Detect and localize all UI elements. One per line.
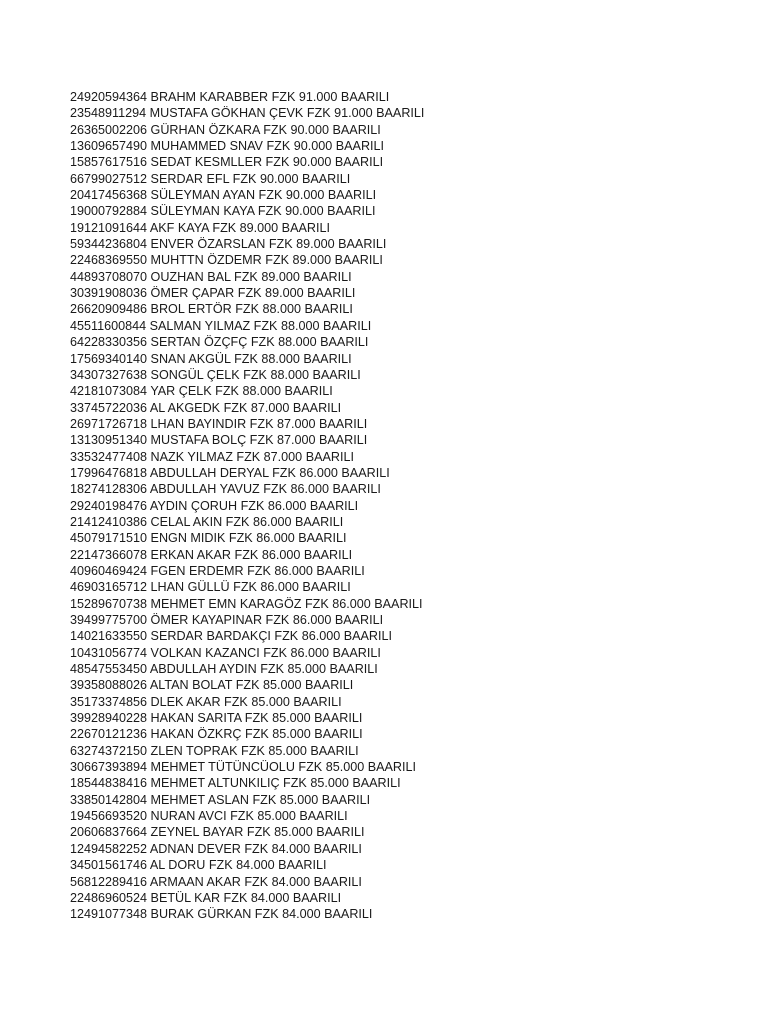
result-line: 13130951340 MUSTAFA BOLÇ FZK 87.000 BAARILI xyxy=(70,433,368,448)
result-line: 45511600844 SALMAN YILMAZ FZK 88.000 BAARILI xyxy=(70,318,372,333)
result-line: 17569340140 SNAN AKGÜL FZK 88.000 BAARILI xyxy=(70,351,352,366)
result-line: 34501561746 AL DORU FZK 84.000 BAARILI xyxy=(70,858,327,873)
result-line: 33850142804 MEHMET ASLAN FZK 85.000 BAARILI xyxy=(70,792,371,807)
result-line: 56812289416 ARMAAN AKAR FZK 84.000 BAARILI xyxy=(70,874,362,889)
result-line: 26971726718 LHAN BAYINDIR FZK 87.000 BAARILI xyxy=(70,416,368,431)
result-line: 34307327638 SONGÜL ÇELK FZK 88.000 BAARILI xyxy=(70,367,361,382)
result-line: 35173374856 DLEK AKAR FZK 85.000 BAARILI xyxy=(70,694,342,709)
result-line: 22486960524 BETÜL KAR FZK 84.000 BAARILI xyxy=(70,890,342,905)
result-line: 30667393894 MEHMET TÜTÜNCÜOLU FZK 85.000 BAARILI xyxy=(70,760,417,775)
result-line: 66799027512 SERDAR EFL FZK 90.000 BAARILI xyxy=(70,171,351,186)
result-line: 20417456368 SÜLEYMAN AYAN FZK 90.000 BAARILI xyxy=(70,188,377,203)
result-line: 22147366078 ERKAN AKAR FZK 86.000 BAARILI xyxy=(70,547,353,562)
result-line: 26620909486 BROL ERTÖR FZK 88.000 BAARILI xyxy=(70,302,353,317)
result-line: 63274372150 ZLEN TOPRAK FZK 85.000 BAARILI xyxy=(70,743,359,758)
result-line: 19456693520 NURAN AVCI FZK 85.000 BAARILI xyxy=(70,809,348,824)
result-line: 64228330356 SERTAN ÖZÇFÇ FZK 88.000 BAARILI xyxy=(70,335,369,350)
result-line: 24920594364 BRAHM KARABBER FZK 91.000 BAARILI xyxy=(70,90,390,104)
result-line: 20606837664 ZEYNEL BAYAR FZK 85.000 BAARILI xyxy=(70,825,365,840)
result-line: 33532477408 NAZK YILMAZ FZK 87.000 BAARILI xyxy=(70,449,354,464)
result-line: 42181073084 YAR ÇELK FZK 88.000 BAARILI xyxy=(70,384,333,399)
result-line: 22670121236 HAKAN ÖZKRÇ FZK 85.000 BAARILI xyxy=(70,727,363,742)
result-line: 30391908036 ÖMER ÇAPAR FZK 89.000 BAARILI xyxy=(70,286,356,301)
result-line: 18274128306 ABDULLAH YAVUZ FZK 86.000 BAARILI xyxy=(70,482,381,497)
result-line: 45079171510 ENGN MIDIK FZK 86.000 BAARILI xyxy=(70,531,347,546)
result-line: 15857617516 SEDAT KESMLLER FZK 90.000 BAARILI xyxy=(70,155,384,170)
result-line: 40960469424 FGEN ERDEMR FZK 86.000 BAARILI xyxy=(70,563,365,578)
result-line: 33745722036 AL AKGEDK FZK 87.000 BAARILI xyxy=(70,400,342,415)
result-line: 18544838416 MEHMET ALTUNKILIÇ FZK 85.000 BAARILI xyxy=(70,776,401,791)
result-line: 29240198476 AYDIN ÇORUH FZK 86.000 BAARILI xyxy=(70,498,359,513)
result-line: 46903165712 LHAN GÜLLÜ FZK 86.000 BAARILI xyxy=(70,580,351,595)
result-line: 12494582252 ADNAN DEVER FZK 84.000 BAARILI xyxy=(70,841,362,856)
result-line: 39928940228 HAKAN SARITA FZK 85.000 BAARILI xyxy=(70,711,363,726)
result-line: 39358088026 ALTAN BOLAT FZK 85.000 BAARILI xyxy=(70,678,354,693)
result-line: 23548911294 MUSTAFA GÖKHAN ÇEVK FZK 91.000 BAARILI xyxy=(70,106,425,121)
result-line: 17996476818 ABDULLAH DERYAL FZK 86.000 BAARILI xyxy=(70,465,390,480)
result-line: 59344236804 ENVER ÖZARSLAN FZK 89.000 BAARILI xyxy=(70,237,387,252)
result-line: 15289670738 MEHMET EMN KARAGÖZ FZK 86.000 BAARILI xyxy=(70,596,423,611)
result-line: 12491077348 BURAK GÜRKAN FZK 84.000 BAARILI xyxy=(70,907,373,922)
result-line: 21412410386 CELAL AKIN FZK 86.000 BAARILI xyxy=(70,514,344,529)
result-line: 48547553450 ABDULLAH AYDIN FZK 85.000 BAARILI xyxy=(70,662,378,677)
result-line: 19000792884 SÜLEYMAN KAYA FZK 90.000 BAARILI xyxy=(70,204,376,219)
result-line: 22468369550 MUHTTN ÖZDEMR FZK 89.000 BAARILI xyxy=(70,253,383,268)
result-line: 14021633550 SERDAR BARDAKÇI FZK 86.000 BAARILI xyxy=(70,629,393,644)
results-list xyxy=(70,89,424,923)
result-line: 10431056774 VOLKAN KAZANCI FZK 86.000 BAARILI xyxy=(70,645,381,660)
result-line: 39499775700 ÖMER KAYAPINAR FZK 86.000 BAARILI xyxy=(70,613,384,627)
result-line: 26365002206 GÜRHAN ÖZKARA FZK 90.000 BAARILI xyxy=(70,122,381,137)
result-line: 19121091644 AKF KAYA FZK 89.000 BAARILI xyxy=(70,220,330,235)
result-line: 44893708070 OUZHAN BAL FZK 89.000 BAARILI xyxy=(70,269,352,284)
result-line: 13609657490 MUHAMMED SNAV FZK 90.000 BAARILI xyxy=(70,139,385,154)
